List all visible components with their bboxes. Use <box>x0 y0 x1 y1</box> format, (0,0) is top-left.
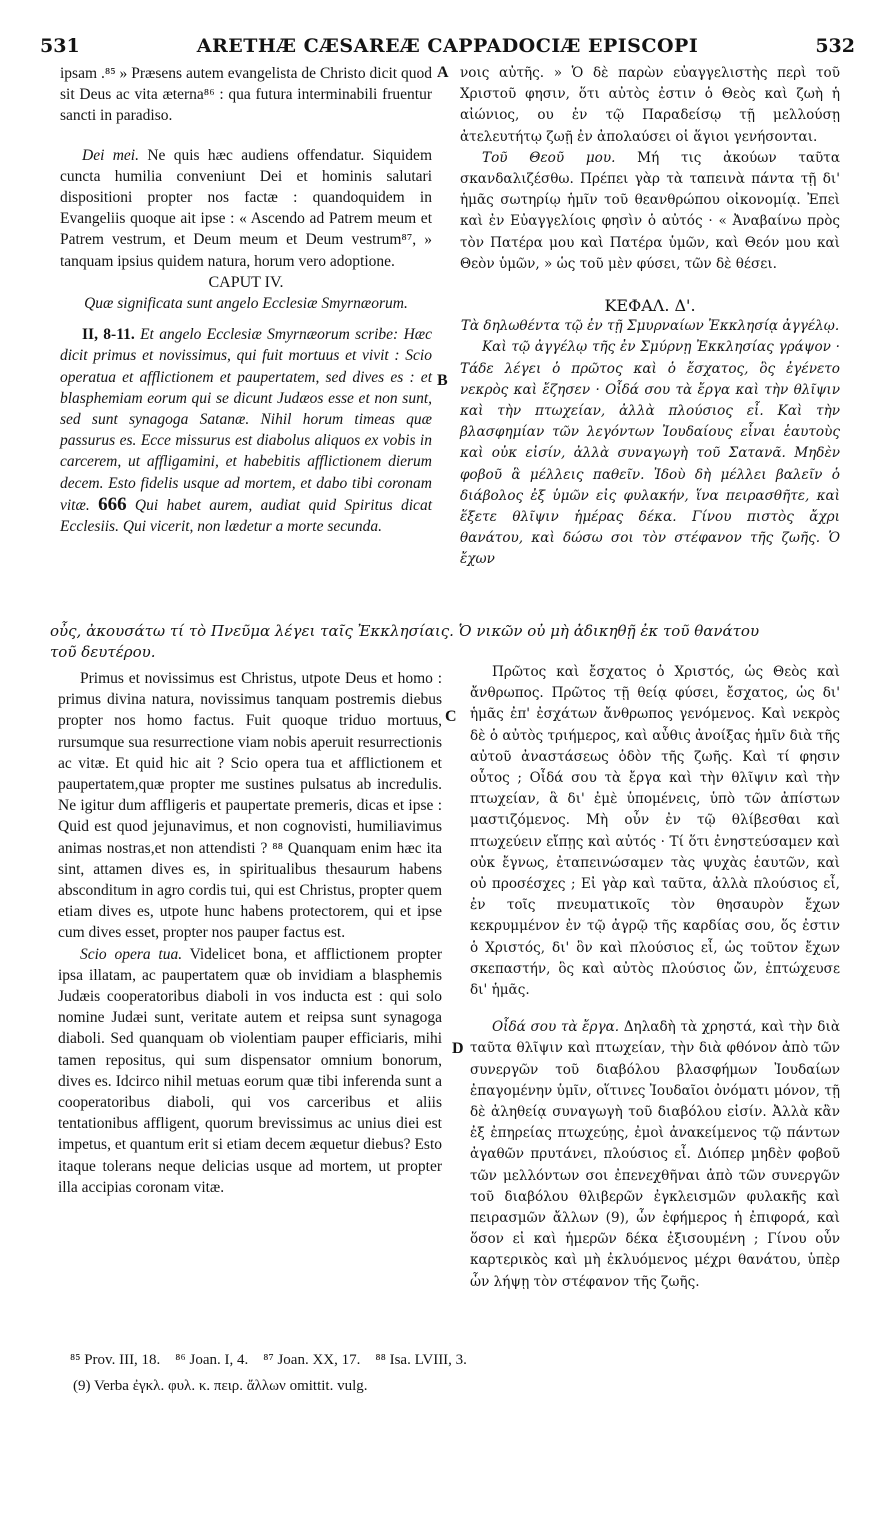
page-header <box>40 35 855 61</box>
greek-text: Δηλαδὴ τὰ χρηστά, καὶ τὴν διὰ ταῦτα θλῖψιν καὶ πτωχείαν, τὴν διὰ φθόνον ἀπὸ τῶν συνεργῶν τοῦ διαβόλου βλασφήμων Ἰουδαίων ἐπαγομένην ὑμῖν, οἵτινες Ἰουδαῖοι ὀνόματι μόνον, τῇ δὲ ἀληθείᾳ συναγωγὴ τοῦ διαβόλου εἰσίν. Ἀλλὰ κἂν ἐξ ἐπηρείας πτωχεύῃς, ἐμοὶ ἀνακείμενος τῷ πάντων ἀγαθῶν πρυτάνει, πλούσιος εἶ. Διόπερ μηδὲν φοβοῦ τῶν μελλόντων σοι ἐπενεχθῆναι ἀπὸ τῶν συνεργῶν τοῦ διαβόλου θλιβερῶν ἐγκλεισμῶν φυλακῆς καὶ πειρασμῶν ἄλλων (9), ὧν ἐφήμερος ἡ ἐπιφορά, καὶ ὅσον εἰ καὶ ἡμερῶν δέκα ἐξισουμένη ; Γίνου οὖν καρτερικὸς καὶ μὴ ἐκλυόμενος μέχρι θανάτου, ὑπὲρ ὧν λήψῃ τὸν στέφανον τῆς ζωῆς. <box>470 1019 841 1290</box>
greek-paragraph: Πρῶτος καὶ ἔσχατος ὁ Χριστός, ὡς Θεὸς καὶ ἄνθρωπος. Πρῶτος τῇ θείᾳ φύσει, ἔσχατος, ὡς δι' ἡμᾶς ἐπ' ἐσχάτων ἄνθρωπος γενόμενος. Καὶ νεκρὸς δὲ ὁ αὐτὸς τριήμερος, καὶ αὖθις ἀνοίξας ἡμῖν διὰ τῆς αὐτοῦ ἀναστάσεως ὁδὸν τῆς ζωῆς. Καὶ τί φησιν οὗτος ; Οἶδά σου τὰ ἔργα καὶ τὴν θλῖψιν καὶ τὴν πτωχείαν, ἃ δι' ἐμὲ ὑπομένεις, ὑπὸ τῶν ἀπίστων μαστιζόμενος. Μὴ οὖν ἐν τῷ θλίβεσθαι καὶ πτωχεύειν εἴπῃς καὶ αὐτός · Τί ὅτι ἐνηστεύσαμεν καὶ οὐκ ἔγνως, ἐταπεινώσαμεν τὰς ψυχὰς ἑαυτῶν, καὶ οὐ προσέσχες ; Εἰ γὰρ καὶ ταῦτα, ἀλλὰ πλούσιος εἶ, ἐν τοῖς πνευματικοῖς τὸν θησαυρὸν ἔχων κεκρυμμένον ἐν τῷ ἀγρῷ τῆς καρδίας σου, ὅς ἐστιν ὁ Χριστός, δι' ὃν καὶ πλούσιος εἶ, ὡς τοῦτον ἔχων σκεπαστήν, ὃς καὶ αὐτὸς πλούσιος ὤν, ἐπτώχευσε δι' ἡμᾶς. <box>470 664 840 999</box>
verse-text: Qui habet aurem, audiat quid Spiritus dicat Ecclesiis. Qui vicerit, non lædetur a morte secunda. <box>60 496 432 536</box>
chapter-heading-greek: ΚΕΦΑΛ. Δ'. <box>604 296 696 316</box>
lemma: Scio opera tua. <box>80 945 183 963</box>
spanning-line <box>50 621 865 663</box>
page-number-right: 532 <box>815 35 855 57</box>
footnote-variant: (9) Verba ἐγκλ. φυλ. κ. πειρ. ἄλλων omittit. vulg. <box>73 1378 368 1394</box>
greek-column-top <box>460 63 840 571</box>
greek-paragraph: νοις αὐτῆς. » Ὁ δὲ παρὼν εὐαγγελιστὴς περὶ τοῦ Χριστοῦ φησιν, ὅτι αὐτὸς ἐστιν ὁ Θεὸς καὶ ζωὴ ἡ αἰώνιος, ου ἐν τῷ Παραδείσῳ τῇ μελλούσῃ ἀτελευτήτῳ ζωῇ ἐν ἀπολαύσει οἱ ἅγιοι γενήσονται. <box>460 65 840 145</box>
margin-letter-a: A <box>437 64 449 81</box>
latin-paragraph: Primus et novissimus est Christus, utpote Deus et homo : primus divina natura, novissimus tanquam postremis diebus propter nos homo factus. Fuit quoque triduo mortuus, rursumque sua resurrectione viam nobis aperuit resurrectionis ac vitæ. Et quid hic ait ? Scio opera tua et afflictionem et paupertatem,quæ propter me sustines pulsatus ab incredulis. Ne igitur dum affligeris et paupertate premeris, dicas et ipse : Quid est quod jejunavimus, et non cognovisti, humiliavimus animas nostras,et non attendisti ? ⁸⁸ Quanquam enim hæc ita sint, attamen dives es, in spiritualibus thesaurum habens absconditum in agro cordis tui, qui est Christus, propter quem etiam dives es, utpote hunc habens protectorem, qui et ipse cum dives esset, propter nos pauper factus est. <box>58 670 442 942</box>
chapter-subtitle-greek: Τὰ δηλωθέντα τῷ ἐν τῇ Σμυρναίων Ἐκκλησίᾳ ἀγγέλῳ. <box>460 318 840 335</box>
chapter-subtitle-latin: Quæ significata sunt angelo Ecclesiæ Smyrnæorum. <box>84 295 408 313</box>
greek-text: Μή τις ἀκούων ταῦτα σκανδαλιζέσθω. Πρέπει γὰρ τὰ ταπεινὰ πάντα τῇ δι' ἡμᾶς σωτηρίῳ ἡμῖν τοῦ θεανθρώπου οἰκονομίᾳ. Ἐπεὶ καὶ ἐν Εὐαγγελίοις φησὶν ὁ αὐτός · « Ἀναβαίνω πρὸς τὸν Πατέρα μου καὶ Πατέρα ὑμῶν, καὶ Θεόν μου καὶ Θεὸν ὑμῶν, » ὡς τοῦ μὲν φύσει, τῶν δὲ θέσει. <box>460 149 840 272</box>
column-number: 666 <box>98 493 127 515</box>
footnote-references: ⁸⁵ Prov. III, 18. ⁸⁶ Joan. I, 4. ⁸⁷ Joan. XX, 17. ⁸⁸ Isa. LVIII, 3. <box>70 1352 467 1368</box>
latin-paragraph <box>58 944 442 1198</box>
spanning-text: τοῦ δευτέρου. <box>50 643 156 661</box>
lemma: Dei mei. <box>82 146 139 164</box>
latin-text: Ne quis hæc audiens offendatur. Siquidem cuncta humilia conveniunt Dei et hominis salutari dispositioni propter nos factæ : quandoquidem in Evangeliis quoque ait ipse : « Ascendo ad Patrem meum et Patrem vestrum, et Deum meum et Deum vestrum⁸⁷, » tanquam ipsius quidem natura, horum vero adoptione. <box>60 146 432 270</box>
verse-text: Et angelo Ecclesiæ Smyrnæorum scribe: Hæc dicit primus et novissimus, qui fuit mortuus et vivit : Scio operatua et afflictionem et paupertatem, sed dives es : et blasphemiam eorum qui se dicunt Judæos esse et non sunt, sed sunt synagoga Satanæ. Nihil horum timeas quæ passurus es. Ecce missurus est diabolus aliquos ex vobis in carcerem, ut affligamini, et habebitis afflictionem dierum decem. Esto fidelis usque ad mortem, et dabo tibi coronam vitæ. <box>60 326 432 514</box>
greek-paragraph <box>460 148 840 275</box>
lemma: Οἶδά σου τὰ ἔργα. <box>492 1019 620 1036</box>
latin-text: Videlicet bona, et afflictionem propter ipsa illatam, ac paupertatem quæ ob invidiam a blasphemis Judæis cooperatoribus diaboli in vos inducta est : qui solo nomine Judæi sunt, veritate autem et reipsa sunt synagoga diaboli. Sed quanquam ob violentiam pauper efficiaris, mihi tamen repositus, qui sum dispensator omnium bonorum, dives es. Idcirco nihil metuas eorum quæ tibi inferenda sunt a cooperatoribus diaboli, qui vos carceribus et aliis tentationibus affligent, quorum brevissimus ac unius diei est impetus, et quantum erit si etiam decem æquetur diebus? Esto itaque tolerans neque delicias usque ad mortem, ut propter illa accipias coronam vitæ. <box>58 945 443 1196</box>
scripture-text-latin <box>60 324 432 537</box>
verse-reference: II, 8-11. <box>82 326 135 344</box>
chapter-heading-latin: CAPUT IV. <box>208 273 284 291</box>
running-title: ARETHÆ CÆSAREÆ CAPPADOCIÆ EPISCOPI <box>196 35 699 57</box>
latin-paragraph: ipsam .⁸⁵ » Præsens autem evangelista de Christo dicit quod sit Deus ac vita æterna⁸⁶ : qua futura interminabili fruentur sancti in paradiso. <box>60 65 432 125</box>
margin-letter-c: C <box>445 708 457 725</box>
spanning-text: οὖς, ἀκουσάτω τί τὸ Πνεῦμα λέγει ταῖς Ἐκκλησίαις. Ὁ νικῶν οὐ μὴ ἀδικηθῇ ἐκ τοῦ θανάτου <box>50 622 760 640</box>
margin-letter-d: D <box>452 1040 464 1057</box>
page-number-left: 531 <box>40 35 80 57</box>
scripture-text-greek: Καὶ τῷ ἀγγέλῳ τῆς ἐν Σμύρνῃ Ἐκκλησίας γράψον · Τάδε λέγει ὁ πρῶτος καὶ ὁ ἔσχατος, ὃς ἐγένετο νεκρὸς καὶ ἔζησεν · Οἶδά σου τὰ ἔργα καὶ τὴν θλῖψιν καὶ τὴν πτωχείαν, ἀλλὰ πλούσιος εἶ. Καὶ τὴν βλασφημίαν τῶν λεγόντων Ἰουδαίους εἶναι ἑαυτοὺς καὶ οὐκ εἰσίν, ἀλλὰ συναγωγὴ τοῦ Σατανᾶ. Μηδὲν φοβοῦ ἃ μέλλεις παθεῖν. Ἰδοὺ δὴ μέλλει βαλεῖν ὁ διάβολος ἐξ ὑμῶν εἰς φυλακήν, ἵνα πειρασθῆτε, καὶ ἕξετε θλῖψιν ἡμέρας δέκα. Γίνου πιστὸς ἄχρι θανάτου, καὶ δώσω σοι τὸν στέφανον τῆς ζωῆς. Ὁ ἔχων <box>460 339 840 568</box>
margin-letter-b: B <box>437 372 448 389</box>
greek-paragraph <box>470 1017 840 1293</box>
latin-paragraph <box>60 145 432 272</box>
greek-column-bottom <box>470 662 840 1293</box>
latin-column-bottom <box>58 668 442 1198</box>
lemma: Τοῦ Θεοῦ μου. <box>482 149 616 166</box>
latin-column-top <box>60 63 432 537</box>
